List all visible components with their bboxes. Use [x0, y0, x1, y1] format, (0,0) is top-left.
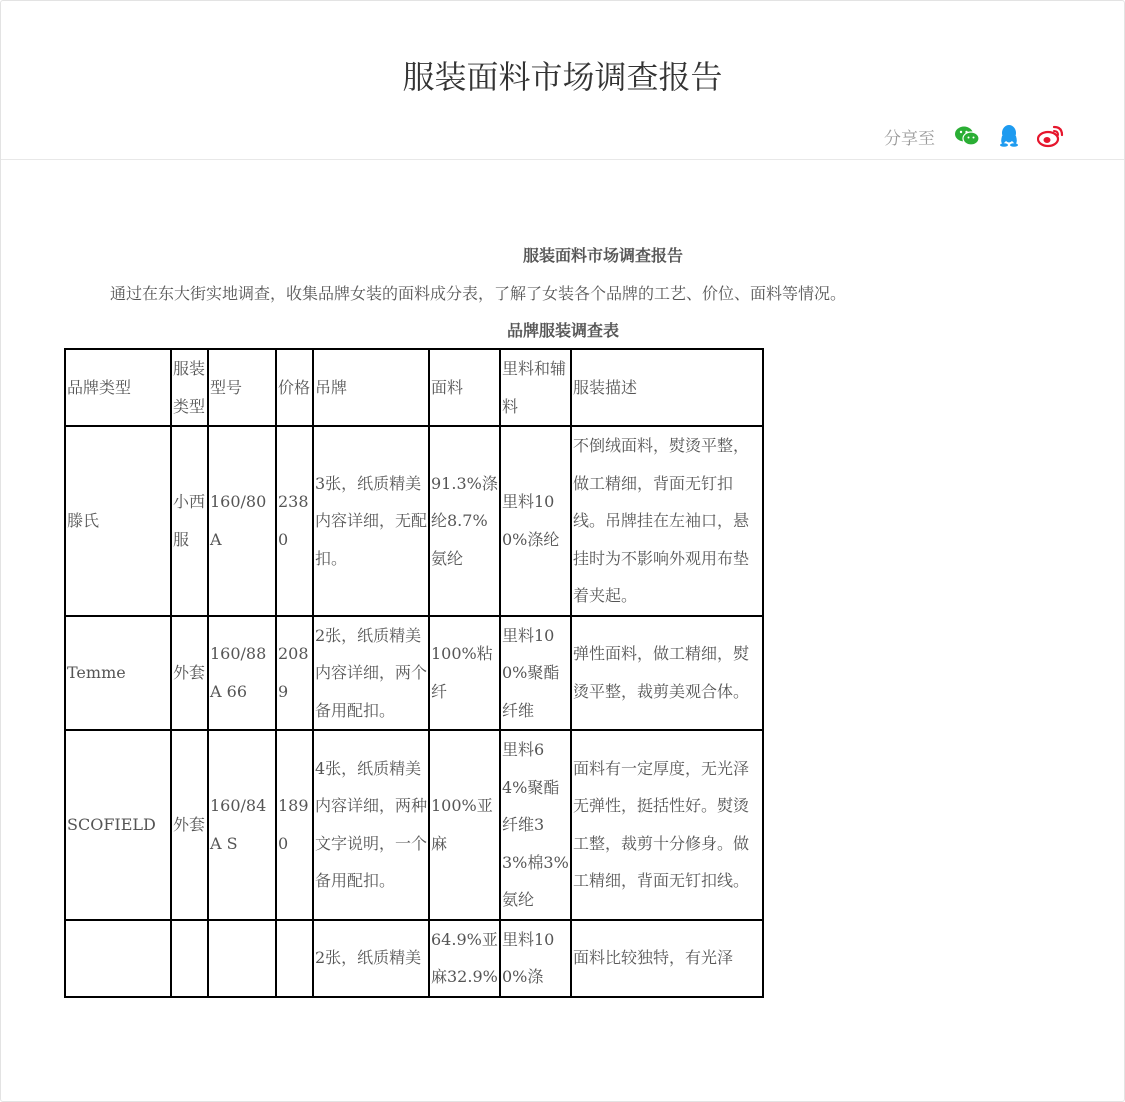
brand-cell	[65, 920, 171, 997]
share-label: 分享至	[884, 128, 935, 149]
garment-type-cell: 外套	[171, 616, 208, 731]
qq-icon[interactable]	[995, 122, 1023, 150]
brand-cell: Temme	[65, 616, 171, 731]
price-cell: 2089	[276, 616, 313, 731]
lining-cell: 里料100%涤	[500, 920, 571, 997]
model-cell: 160/88A 66	[208, 616, 276, 731]
header-divider	[1, 159, 1124, 160]
header-cell: 型号	[208, 349, 276, 426]
model-cell	[208, 920, 276, 997]
page-title: 服装面料市场调查报告	[402, 58, 723, 96]
header-cell: 品牌类型	[65, 349, 171, 426]
garment-type-cell: 小西服	[171, 426, 208, 616]
header-cell: 服装描述	[571, 349, 763, 426]
header-cell: 价格	[276, 349, 313, 426]
intro-paragraph: 通过在东大街实地调查，收集品牌女装的面料成分表，了解了女装各个品牌的工艺、价位、面料等情况。	[110, 284, 847, 303]
price-cell	[276, 920, 313, 997]
garment-type-cell: 外套	[171, 730, 208, 920]
fabric-cell: 100%粘纤	[429, 616, 500, 731]
header-cell: 面料	[429, 349, 500, 426]
tag-cell: 2张，纸质精美	[313, 920, 429, 997]
brand-cell: 滕氏	[65, 426, 171, 616]
fabric-cell: 100%亚麻	[429, 730, 500, 920]
model-cell: 160/80A	[208, 426, 276, 616]
weibo-icon[interactable]	[1037, 122, 1065, 150]
table-row	[65, 730, 763, 920]
garment-type-cell	[171, 920, 208, 997]
header-cell: 里料和辅料	[500, 349, 571, 426]
price-cell: 2380	[276, 426, 313, 616]
share-bar	[884, 120, 1065, 152]
fabric-cell: 91.3%涤纶8.7%氨纶	[429, 426, 500, 616]
tag-cell: 4张，纸质精美内容详细，两种文字说明，一个备用配扣。	[313, 730, 429, 920]
document-title: 服装面料市场调查报告	[522, 246, 683, 265]
table-row	[65, 920, 763, 997]
description-cell: 弹性面料，做工精细，熨烫平整，裁剪美观合体。	[571, 616, 763, 731]
wechat-icon[interactable]	[953, 122, 981, 150]
model-cell: 160/84A S	[208, 730, 276, 920]
lining-cell: 里料100%聚酯纤维	[500, 616, 571, 731]
price-cell: 1890	[276, 730, 313, 920]
table-title: 品牌服装调查表	[506, 321, 619, 340]
table-header-row	[65, 349, 763, 426]
description-cell: 面料比较独特，有光泽	[571, 920, 763, 997]
survey-table	[64, 348, 764, 998]
header-cell: 服装类型	[171, 349, 208, 426]
table-row	[65, 616, 763, 731]
header-cell: 吊牌	[313, 349, 429, 426]
tag-cell: 2张，纸质精美内容详细，两个备用配扣。	[313, 616, 429, 731]
table-row	[65, 426, 763, 616]
lining-cell: 里料64%聚酯纤维33%棉3%氨纶	[500, 730, 571, 920]
tag-cell: 3张，纸质精美内容详细，无配扣。	[313, 426, 429, 616]
fabric-cell: 64.9%亚麻32.9%	[429, 920, 500, 997]
lining-cell: 里料100%涤纶	[500, 426, 571, 616]
description-cell: 不倒绒面料，熨烫平整，做工精细，背面无钉扣线。吊牌挂在左袖口，悬挂时为不影响外观用布垫着夹起。	[571, 426, 763, 616]
description-cell: 面料有一定厚度，无光泽无弹性，挺括性好。熨烫工整，裁剪十分修身。做工精细，背面无钉扣线。	[571, 730, 763, 920]
brand-cell: SCOFIELD	[65, 730, 171, 920]
